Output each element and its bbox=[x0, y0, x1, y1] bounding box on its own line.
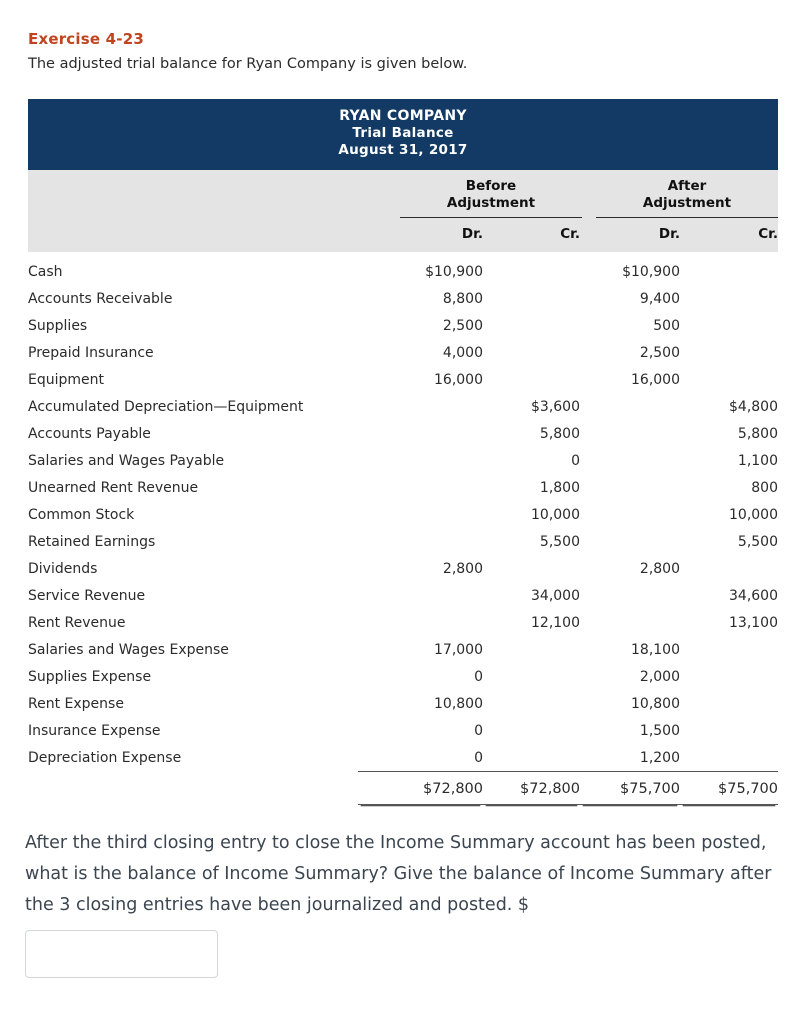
cell-after-cr bbox=[680, 312, 778, 339]
cell-before-dr: 4,000 bbox=[442, 344, 483, 361]
cell-after-dr: 2,000 bbox=[639, 668, 680, 685]
cell-after-dr bbox=[580, 582, 680, 609]
cell-before-cr bbox=[483, 339, 580, 366]
cell-after-cr: 5,800 bbox=[737, 425, 778, 442]
answer-input[interactable] bbox=[25, 930, 218, 978]
column-header-before-cr: Cr. bbox=[560, 226, 580, 242]
account-name-cell: Salaries and Wages Expense bbox=[28, 641, 229, 658]
table-row bbox=[28, 339, 778, 366]
account-name-cell: Accounts Receivable bbox=[28, 290, 173, 307]
account-name-cell: Common Stock bbox=[28, 506, 135, 523]
cell-before-dr bbox=[358, 420, 483, 447]
account-name-cell: Rent Expense bbox=[28, 695, 124, 712]
statement-date: August 31, 2017 bbox=[338, 142, 468, 158]
cell-after-dr: 1,500 bbox=[639, 722, 680, 739]
table-row bbox=[28, 447, 778, 474]
cell-before-cr: 34,000 bbox=[531, 587, 580, 604]
table-row bbox=[28, 501, 778, 528]
cell-after-dr: 500 bbox=[653, 317, 680, 334]
cell-after-cr bbox=[680, 285, 778, 312]
group-header-before-line2: Adjustment bbox=[446, 195, 536, 211]
cell-before-dr: $10,900 bbox=[425, 263, 483, 280]
cell-before-dr bbox=[358, 582, 483, 609]
cell-after-cr: 5,500 bbox=[737, 533, 778, 550]
cell-before-dr bbox=[358, 393, 483, 420]
cell-before-dr: 0 bbox=[474, 722, 483, 739]
cell-before-dr bbox=[358, 528, 483, 555]
account-name-cell: Insurance Expense bbox=[28, 722, 161, 739]
cell-after-dr: 9,400 bbox=[639, 290, 680, 307]
table-body-wrap bbox=[28, 252, 778, 805]
cell-before-dr: 10,800 bbox=[434, 695, 483, 712]
cell-before-cr: 0 bbox=[571, 452, 580, 469]
cell-after-dr bbox=[580, 447, 680, 474]
total-after-dr: $75,700 bbox=[580, 772, 680, 805]
cell-after-dr: $10,900 bbox=[622, 263, 680, 280]
table-row bbox=[28, 690, 778, 717]
cell-before-cr: 10,000 bbox=[531, 506, 580, 523]
account-name-cell: Equipment bbox=[28, 371, 104, 388]
cell-before-cr bbox=[483, 690, 580, 717]
account-name-cell: Dividends bbox=[28, 560, 98, 577]
cell-after-cr: 800 bbox=[751, 479, 778, 496]
trial-balance-grid bbox=[28, 258, 778, 805]
account-name-cell: Accumulated Depreciation—Equipment bbox=[28, 398, 304, 415]
table-row bbox=[28, 744, 778, 772]
totals-label-cell bbox=[28, 772, 358, 805]
cell-after-dr: 2,800 bbox=[639, 560, 680, 577]
cell-before-cr: 1,800 bbox=[539, 479, 580, 496]
cell-after-cr bbox=[680, 636, 778, 663]
cell-before-cr bbox=[483, 555, 580, 582]
column-header-after-dr: Dr. bbox=[658, 226, 680, 242]
table-row bbox=[28, 393, 778, 420]
cell-after-cr: $4,800 bbox=[729, 398, 778, 415]
cell-before-dr bbox=[358, 474, 483, 501]
cell-after-cr bbox=[680, 690, 778, 717]
cell-after-cr bbox=[680, 339, 778, 366]
table-row bbox=[28, 663, 778, 690]
cell-before-cr bbox=[483, 312, 580, 339]
cell-after-dr bbox=[580, 393, 680, 420]
group-header-after-line2: Adjustment bbox=[642, 195, 732, 211]
cell-after-cr bbox=[680, 258, 778, 285]
account-name-cell: Accounts Payable bbox=[28, 425, 151, 442]
cell-after-dr: 16,000 bbox=[631, 371, 680, 388]
total-before-cr: $72,800 bbox=[483, 772, 580, 805]
account-name-cell: Depreciation Expense bbox=[28, 749, 182, 766]
cell-before-cr bbox=[483, 285, 580, 312]
cell-after-cr bbox=[680, 744, 778, 772]
company-name: RYAN COMPANY bbox=[339, 108, 467, 124]
cell-before-cr bbox=[483, 663, 580, 690]
table-row bbox=[28, 366, 778, 393]
cell-after-dr bbox=[580, 609, 680, 636]
cell-before-dr bbox=[358, 447, 483, 474]
cell-after-dr bbox=[580, 528, 680, 555]
account-name-cell: Salaries and Wages Payable bbox=[28, 452, 225, 469]
cell-after-dr: 2,500 bbox=[639, 344, 680, 361]
cell-after-cr bbox=[680, 663, 778, 690]
cell-after-dr bbox=[580, 420, 680, 447]
cell-before-dr: 0 bbox=[474, 749, 483, 766]
cell-before-dr: 2,800 bbox=[442, 560, 483, 577]
page-title: Exercise 4-23 bbox=[28, 30, 144, 48]
cell-before-dr: 8,800 bbox=[442, 290, 483, 307]
cell-before-cr: $3,600 bbox=[531, 398, 580, 415]
account-name-cell: Rent Revenue bbox=[28, 614, 126, 631]
table-row bbox=[28, 582, 778, 609]
total-before-dr: $72,800 bbox=[358, 772, 483, 805]
totals-row bbox=[28, 772, 778, 805]
cell-after-dr bbox=[580, 501, 680, 528]
cell-before-dr: 16,000 bbox=[434, 371, 483, 388]
cell-before-dr: 0 bbox=[474, 668, 483, 685]
cell-after-cr: 1,100 bbox=[737, 452, 778, 469]
cell-before-dr: 17,000 bbox=[434, 641, 483, 658]
cell-before-cr bbox=[483, 258, 580, 285]
cell-before-cr bbox=[483, 636, 580, 663]
account-name-cell: Cash bbox=[28, 263, 63, 280]
table-column-header bbox=[28, 170, 778, 252]
table-row bbox=[28, 609, 778, 636]
statement-name: Trial Balance bbox=[352, 125, 454, 141]
cell-after-cr: 13,100 bbox=[729, 614, 778, 631]
cell-after-dr: 10,800 bbox=[631, 695, 680, 712]
table-row bbox=[28, 555, 778, 582]
table-row bbox=[28, 312, 778, 339]
account-name-cell: Prepaid Insurance bbox=[28, 344, 154, 361]
trial-balance-banner bbox=[28, 99, 778, 170]
group-header-before-line1: Before bbox=[465, 178, 517, 194]
table-row bbox=[28, 258, 778, 285]
account-name-cell: Supplies bbox=[28, 317, 88, 334]
question-text: After the third closing entry to close the Income Summary account has been posted, what is the balance of Income Summary? Give the balance of Income Summary after the 3 closing entries have been journalized and posted. $ bbox=[25, 833, 772, 915]
cell-before-cr bbox=[483, 717, 580, 744]
trial-balance-table bbox=[28, 99, 778, 805]
cell-before-cr bbox=[483, 744, 580, 772]
cell-after-cr bbox=[680, 717, 778, 744]
total-after-cr: $75,700 bbox=[680, 772, 778, 805]
cell-before-cr: 12,100 bbox=[531, 614, 580, 631]
cell-after-cr: 34,600 bbox=[729, 587, 778, 604]
cell-after-cr bbox=[680, 555, 778, 582]
cell-before-cr: 5,800 bbox=[539, 425, 580, 442]
group-header-after-line1: After bbox=[667, 178, 707, 194]
account-name-cell: Unearned Rent Revenue bbox=[28, 479, 199, 496]
cell-before-cr bbox=[483, 366, 580, 393]
table-row bbox=[28, 285, 778, 312]
account-name-cell: Service Revenue bbox=[28, 587, 146, 604]
cell-after-dr: 18,100 bbox=[631, 641, 680, 658]
cell-before-dr bbox=[358, 609, 483, 636]
column-header-before-dr: Dr. bbox=[461, 226, 483, 242]
cell-before-dr: 2,500 bbox=[442, 317, 483, 334]
table-row bbox=[28, 420, 778, 447]
table-row bbox=[28, 717, 778, 744]
group-header-after bbox=[596, 178, 778, 218]
cell-after-dr: 1,200 bbox=[639, 749, 680, 766]
group-header-before bbox=[400, 178, 582, 218]
exercise-instructions: The adjusted trial balance for Ryan Company is given below. bbox=[28, 56, 468, 72]
table-row bbox=[28, 636, 778, 663]
cell-after-cr bbox=[680, 366, 778, 393]
account-name-cell: Retained Earnings bbox=[28, 533, 156, 550]
group-header-before-rule bbox=[400, 217, 582, 218]
cell-before-dr bbox=[358, 501, 483, 528]
cell-after-dr bbox=[580, 474, 680, 501]
cell-before-cr: 5,500 bbox=[539, 533, 580, 550]
cell-after-cr: 10,000 bbox=[729, 506, 778, 523]
account-name-cell: Supplies Expense bbox=[28, 668, 152, 685]
group-header-after-rule bbox=[596, 217, 778, 218]
column-header-after-cr: Cr. bbox=[758, 226, 778, 242]
table-row bbox=[28, 528, 778, 555]
table-row bbox=[28, 474, 778, 501]
